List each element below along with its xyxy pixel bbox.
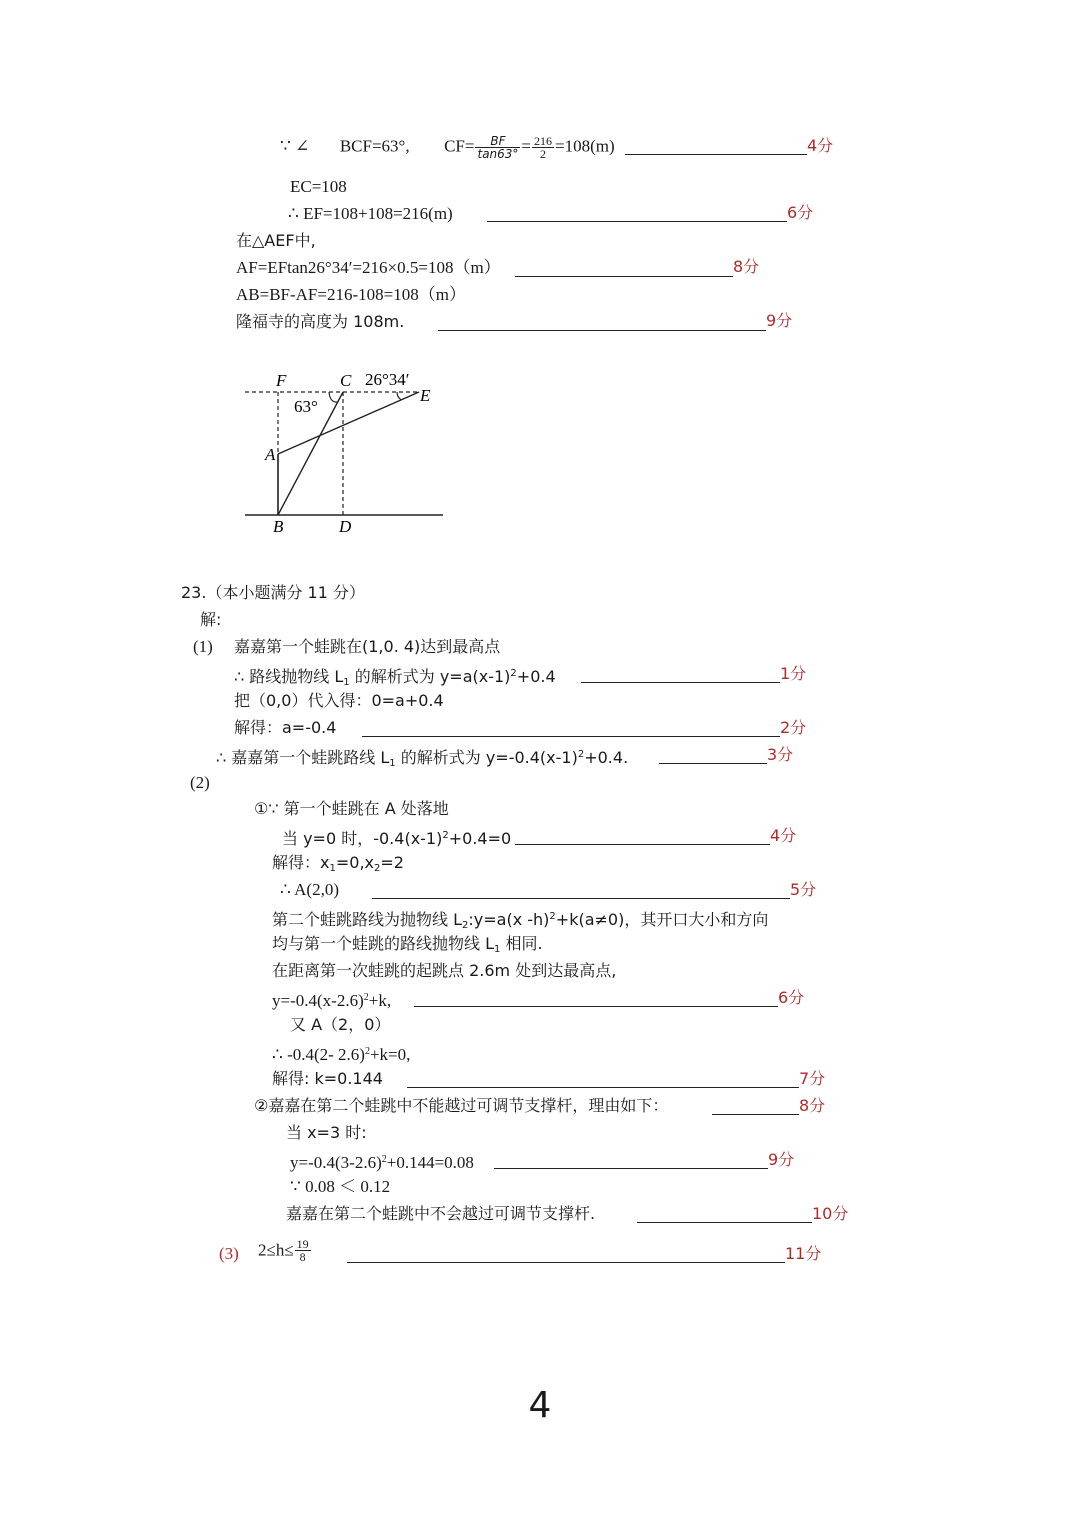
- cf-result: =108(m): [555, 136, 615, 156]
- score-rule: [438, 330, 766, 331]
- score-rule: [407, 1087, 799, 1088]
- p2-line-same-shape: 均与第一个蛙跳的路线抛物线 $L_1$ 相同.: [272, 934, 543, 955]
- label-angle-c: 63°: [294, 397, 318, 416]
- angle-arc-c: [329, 392, 338, 402]
- because-symbol: ∵ ∠: [280, 136, 310, 156]
- score-label: 2分: [780, 718, 807, 737]
- geometry-diagram: [235, 360, 450, 540]
- score-rule: [515, 844, 770, 845]
- score-label: 6分: [778, 988, 805, 1007]
- p2-line-distance: 在距离第一次蛙跳的起跳点 2.6m 处到达最高点,: [272, 961, 617, 980]
- label-d: D: [339, 517, 352, 536]
- p2-line-landing: ①∵ 第一个蛙跳在 A 处落地: [254, 799, 449, 818]
- p1-line-analytic: ∴ 路线抛物线 $L_1$ 的解析式为 $y=a(x-1)^2+0.4$: [234, 667, 556, 688]
- p2-line-y-value: $y=-0.4(3-2.6)^2+0.144=0.08$: [290, 1153, 474, 1172]
- line-ab: AB=BF-AF=216-108=108（m）: [236, 285, 466, 304]
- label-a: A: [265, 445, 276, 464]
- line-conclusion-height: 隆福寺的高度为 108m.: [236, 312, 405, 331]
- score-rule: [362, 736, 780, 737]
- label-b: B: [273, 517, 284, 536]
- score-rule: [347, 1262, 785, 1263]
- score-rule: [581, 682, 780, 683]
- score-rule: [712, 1114, 799, 1115]
- p2-line-vertex-form: $y=-0.4(x-2.6)^2+k$,: [272, 991, 392, 1010]
- score-rule: [625, 154, 807, 155]
- score-label: 4分: [770, 826, 797, 845]
- line-bcf: ∵ ∠ BCF=63°, CF= $\frac{BF}{\tan 63^\circ}$ = $\frac{216}{2}$ =108(m): [280, 134, 615, 161]
- part-3-number: (3): [219, 1244, 239, 1263]
- score-label: 8分: [799, 1096, 826, 1115]
- fraction-19-8: $\frac{19}{8}$: [296, 1237, 309, 1264]
- label-angle-e: 26°34′: [365, 370, 410, 389]
- score-rule: [637, 1222, 812, 1223]
- line-ef: ∴ EF=108+108=216(m): [288, 204, 453, 223]
- part-1-number: (1): [193, 637, 213, 656]
- score-label: 10分: [812, 1204, 849, 1223]
- score-rule: [487, 221, 787, 222]
- p2-line-point-a: ∴ A(2,0): [280, 880, 339, 899]
- p2-line-second-parabola: 第二个蛙跳路线为抛物线 $L_2:y=a(x$ -h)$^2$+k(a≠0)，其开口大小和方向: [272, 910, 769, 931]
- cf-prefix: CF=: [444, 136, 475, 156]
- fraction-bf-tan: $\frac{BF}{\tan 63^\circ}$: [477, 134, 519, 161]
- score-label: 7分: [799, 1069, 826, 1088]
- score-label: 3分: [767, 745, 794, 764]
- line-in-triangle: 在△AEF中,: [236, 231, 316, 250]
- p2-line-when-x3: 当 x=3 时:: [286, 1123, 367, 1142]
- label-f: F: [276, 371, 287, 390]
- p2-line-substitute-a: ∴ -0.4(2- 2.6)$^2$+k=0,: [272, 1045, 411, 1064]
- page-number: 4: [528, 1385, 552, 1426]
- score-label: 8分: [733, 257, 760, 276]
- p2-line-cannot-cross: ②嘉嘉在第二个蛙跳中不能越过可调节支撑杆，理由如下：: [254, 1096, 669, 1115]
- p1-line-substitute: 把（0,0）代入得：0=a+0.4: [234, 691, 444, 710]
- p3-inequality: 2≤h≤ $\frac{19}{8}$: [258, 1237, 309, 1264]
- score-rule: [414, 1006, 778, 1007]
- fraction-216-2: $\frac{216}{2}$: [534, 134, 553, 161]
- score-rule: [659, 763, 767, 764]
- p1-line-vertex: 嘉嘉第一个蛙跳在(1,0. 4)达到最高点: [234, 637, 501, 656]
- p2-line-conclusion: 嘉嘉在第二个蛙跳中不会越过可调节支撑杆.: [286, 1204, 596, 1223]
- p1-line-conclusion: ∴ 嘉嘉第一个蛙跳路线 $L_1$ 的解析式为 $y=-0.4(x-1)^2+0.4$.: [216, 748, 629, 769]
- score-rule: [515, 276, 733, 277]
- score-label: 6分: [787, 203, 814, 222]
- score-label: 5分: [790, 880, 817, 899]
- score-rule: [494, 1168, 768, 1169]
- label-e: E: [420, 386, 431, 405]
- score-label: 4分: [807, 136, 834, 155]
- score-label: 11分: [785, 1244, 822, 1263]
- score-rule: [372, 898, 790, 899]
- score-label: 9分: [766, 311, 793, 330]
- p2-line-solve-k: 解得: k=0.144: [272, 1069, 383, 1088]
- p1-line-solve-a: 解得：a=-0.4: [234, 718, 337, 737]
- part-2-number: (2): [190, 773, 210, 792]
- line-ec: EC=108: [290, 177, 347, 196]
- label-c: C: [340, 371, 352, 390]
- p2-line-also-a: 又 A（2，0）: [290, 1015, 391, 1034]
- p2-line-y-zero: 当 y=0 时，$-0.4(x-1)^2+0.4=0$: [282, 829, 512, 848]
- line-af: AF=EFtan26°34′=216×0.5=108（m）: [236, 258, 501, 277]
- angle-bcf: BCF=63°,: [339, 136, 410, 156]
- score-label: 9分: [768, 1150, 795, 1169]
- p2-line-compare: ∵ 0.08 ＜ 0.12: [290, 1177, 391, 1196]
- solution-label: 解:: [200, 610, 222, 629]
- p2-line-roots: 解得：$x_1=0,x_2=2$: [272, 853, 404, 874]
- question-23-header: 23.（本小题满分 11 分）: [181, 583, 365, 602]
- score-label: 1分: [780, 664, 807, 683]
- angle-arc-e: [397, 392, 402, 400]
